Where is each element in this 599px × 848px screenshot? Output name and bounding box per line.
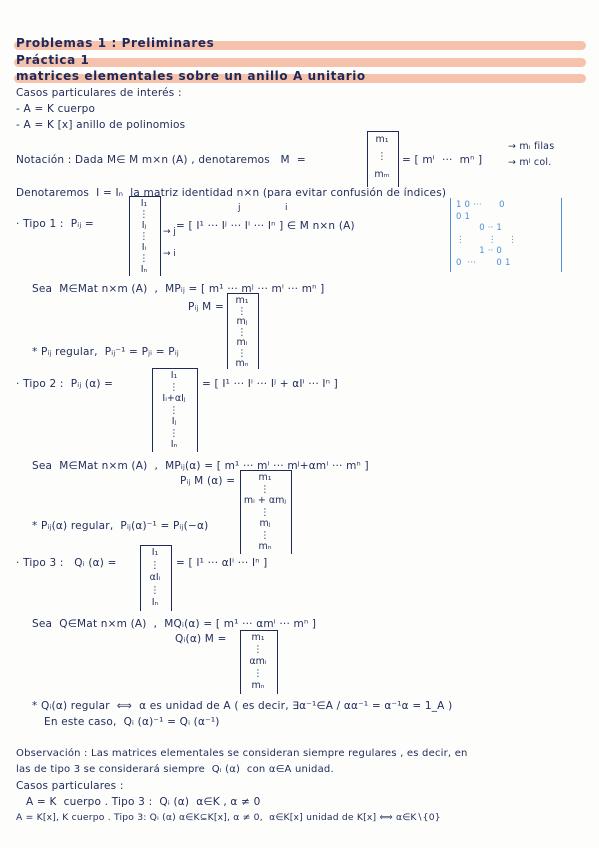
- obs-caso2: A = K[x], K cuerpo . Tipo 3: Qᵢ (α) α∈K⊆K[x], α ≠ 0, α∈K[x] unidad de K[x] ⟺ α∈K∖{0}: [16, 812, 441, 823]
- notation-text: Notación : Dada M∈ M m×n (A) , denotaremos M =: [16, 154, 306, 166]
- caso-cuerpo: - A = K cuerpo: [16, 103, 96, 115]
- t1col-entry: ⋮: [139, 253, 149, 264]
- t3col-entry: I₁: [151, 547, 159, 558]
- t2col-entry: ⋮: [169, 381, 179, 393]
- identity-sketch-row: 1 0 ··· 0: [456, 200, 505, 210]
- t3mcol-entry: ⋮: [253, 644, 263, 655]
- tipo3-label: · Tipo 3 : Qᵢ (α) =: [16, 557, 117, 569]
- caso-polinomios: - A = K [x] anillo de polinomios: [16, 119, 186, 131]
- tipo1-pijm: Pᵢⱼ M =: [188, 301, 224, 313]
- t2mcol-entry: mᵢ + αmⱼ: [243, 495, 287, 506]
- tipo1-eq: = [ I¹ ··· Iʲ ··· Iⁱ ··· Iⁿ ] ∈ M n×n (A): [176, 220, 355, 232]
- t3col-entry: Iₙ: [151, 597, 159, 608]
- tipo2-label: · Tipo 2 : Pᵢⱼ (α) =: [16, 378, 114, 390]
- tipo2-eq: = [ I¹ ··· Iⁱ ··· Iʲ + αIⁱ ··· Iⁿ ]: [202, 378, 338, 390]
- obs-line2: las de tipo 3 se considerará siempre Qᵢ (α) con α∈A unidad.: [16, 764, 334, 775]
- identity-text: Denotaremos I = Iₙ la matriz identidad n×n (para evitar confusión de índices): [16, 187, 447, 199]
- t2mcol-entry: ⋮: [260, 529, 270, 541]
- casos-label: Casos particulares de interés :: [16, 87, 182, 99]
- t2mcol-entry: ⋮: [260, 483, 270, 495]
- highlight-practica: [14, 58, 586, 67]
- tipo2-pijm: Pᵢⱼ M (α) =: [180, 475, 236, 487]
- tipo2-sea: Sea M∈Mat n×m (A) , MPᵢⱼ(α) = [ m¹ ··· mⁱ ··· mʲ+αmⁱ ··· mⁿ ]: [32, 460, 369, 472]
- col-mid: ⋮: [377, 151, 387, 162]
- notation-rows-eq: = [ mⁱ ··· mⁿ ]: [402, 154, 483, 166]
- t1col-entry: Iₙ: [140, 264, 148, 275]
- tipo1-sea: Sea M∈Mat n×m (A) , MPᵢⱼ = [ m¹ ··· mʲ ··· mⁱ ··· mⁿ ]: [32, 283, 325, 295]
- tipo1-label: · Tipo 1 : Pᵢⱼ =: [16, 218, 94, 230]
- t1mcol-entry: ⋮: [237, 305, 247, 317]
- tipo1-sup-j: j: [238, 203, 241, 213]
- practica-label: Práctica 1: [16, 53, 90, 67]
- identity-sketch-row: 0 1: [456, 211, 471, 222]
- t2mcol-entry: mⱼ: [259, 518, 271, 529]
- t1mcol-entry: ⋮: [237, 326, 247, 338]
- t2col-entry: ⋮: [169, 427, 179, 439]
- col-bot: mₘ: [374, 169, 390, 180]
- t1col-entry: Iⱼ: [141, 220, 147, 231]
- t1mcol-entry: mᵢ: [236, 337, 248, 348]
- t3mcol-entry: ⋮: [253, 668, 263, 679]
- tipo3-qim: Qᵢ(α) M =: [175, 633, 227, 645]
- tipo3-sea: Sea Q∈Mat n×m (A) , MQᵢ(α) = [ m¹ ··· αmⁱ ··· mⁿ ]: [32, 618, 317, 630]
- tipo1-note: * Pᵢⱼ regular, Pᵢⱼ⁻¹ = Pⱼᵢ = Pᵢⱼ: [32, 346, 179, 358]
- identity-sketch-row: ⋮ ⋮ ⋮: [456, 234, 517, 245]
- tipo1-sup-i: i: [285, 203, 288, 213]
- tipo3-note1: * Qᵢ(α) regular ⟺ α es unidad de A ( es decir, ∃α⁻¹∈A / αα⁻¹ = α⁻¹α = 1_A ): [32, 700, 453, 712]
- t2mcol-entry: ⋮: [260, 506, 270, 518]
- t3mcol-entry: αmᵢ: [249, 656, 267, 667]
- t2col-entry: Iₙ: [170, 439, 178, 450]
- t1col-entry: ⋮: [139, 209, 149, 220]
- rows-label: → mᵢ filas: [508, 141, 555, 152]
- obs-casos: Casos particulares :: [16, 780, 124, 792]
- t1col-entry: I₁: [140, 198, 148, 209]
- obs-caso1: A = K cuerpo . Tipo 3 : Qᵢ (α) α∈K , α ≠ 0: [26, 796, 261, 808]
- t3mcol-entry: m₁: [251, 632, 265, 643]
- col-top: m₁: [375, 134, 389, 145]
- t1mcol-entry: mₙ: [235, 358, 249, 369]
- identity-sketch-row: 1 ·· 0: [456, 246, 503, 256]
- t1col-entry: Iᵢ: [141, 242, 147, 253]
- t2col-entry: Iᵢ+αIⱼ: [162, 393, 186, 404]
- t2col-entry: ⋮: [169, 404, 179, 416]
- tipo1-marker-i: → i: [163, 249, 176, 259]
- t1col-entry: ⋮: [139, 231, 149, 242]
- tipo3-note2: En este caso, Qᵢ (α)⁻¹ = Qᵢ (α⁻¹): [44, 716, 220, 728]
- t2mcol-entry: m₁: [258, 472, 272, 483]
- tipo1-marker-j: → j: [163, 227, 176, 237]
- identity-sketch-row: 0 ··· 0 1: [456, 257, 511, 268]
- t3col-entry: ⋮: [150, 584, 160, 596]
- t3mcol-entry: mₙ: [251, 680, 265, 691]
- page-title: Problemas 1 : Preliminares: [16, 36, 215, 50]
- t3col-entry: αIᵢ: [149, 572, 161, 583]
- obs-line1: Observación : Las matrices elementales se consideran siempre regulares , es decir, en: [16, 748, 468, 759]
- cols-label: → mʲ col.: [508, 157, 552, 168]
- t2col-entry: Iⱼ: [171, 416, 177, 427]
- section-subtitle: matrices elementales sobre un anillo A unitario: [16, 69, 366, 83]
- t1mcol-entry: mⱼ: [236, 316, 248, 327]
- t1mcol-entry: m₁: [235, 295, 249, 306]
- t2col-entry: I₁: [170, 370, 178, 381]
- identity-sketch-row: 0 ·· 1: [456, 223, 503, 233]
- tipo2-note: * Pᵢⱼ(α) regular, Pᵢⱼ(α)⁻¹ = Pᵢⱼ(−α): [32, 520, 209, 532]
- t2mcol-entry: mₙ: [258, 541, 272, 552]
- tipo3-eq: = [ I¹ ··· αIⁱ ··· Iⁿ ]: [176, 557, 268, 569]
- t3col-entry: ⋮: [150, 559, 160, 571]
- t1mcol-entry: ⋮: [237, 347, 247, 359]
